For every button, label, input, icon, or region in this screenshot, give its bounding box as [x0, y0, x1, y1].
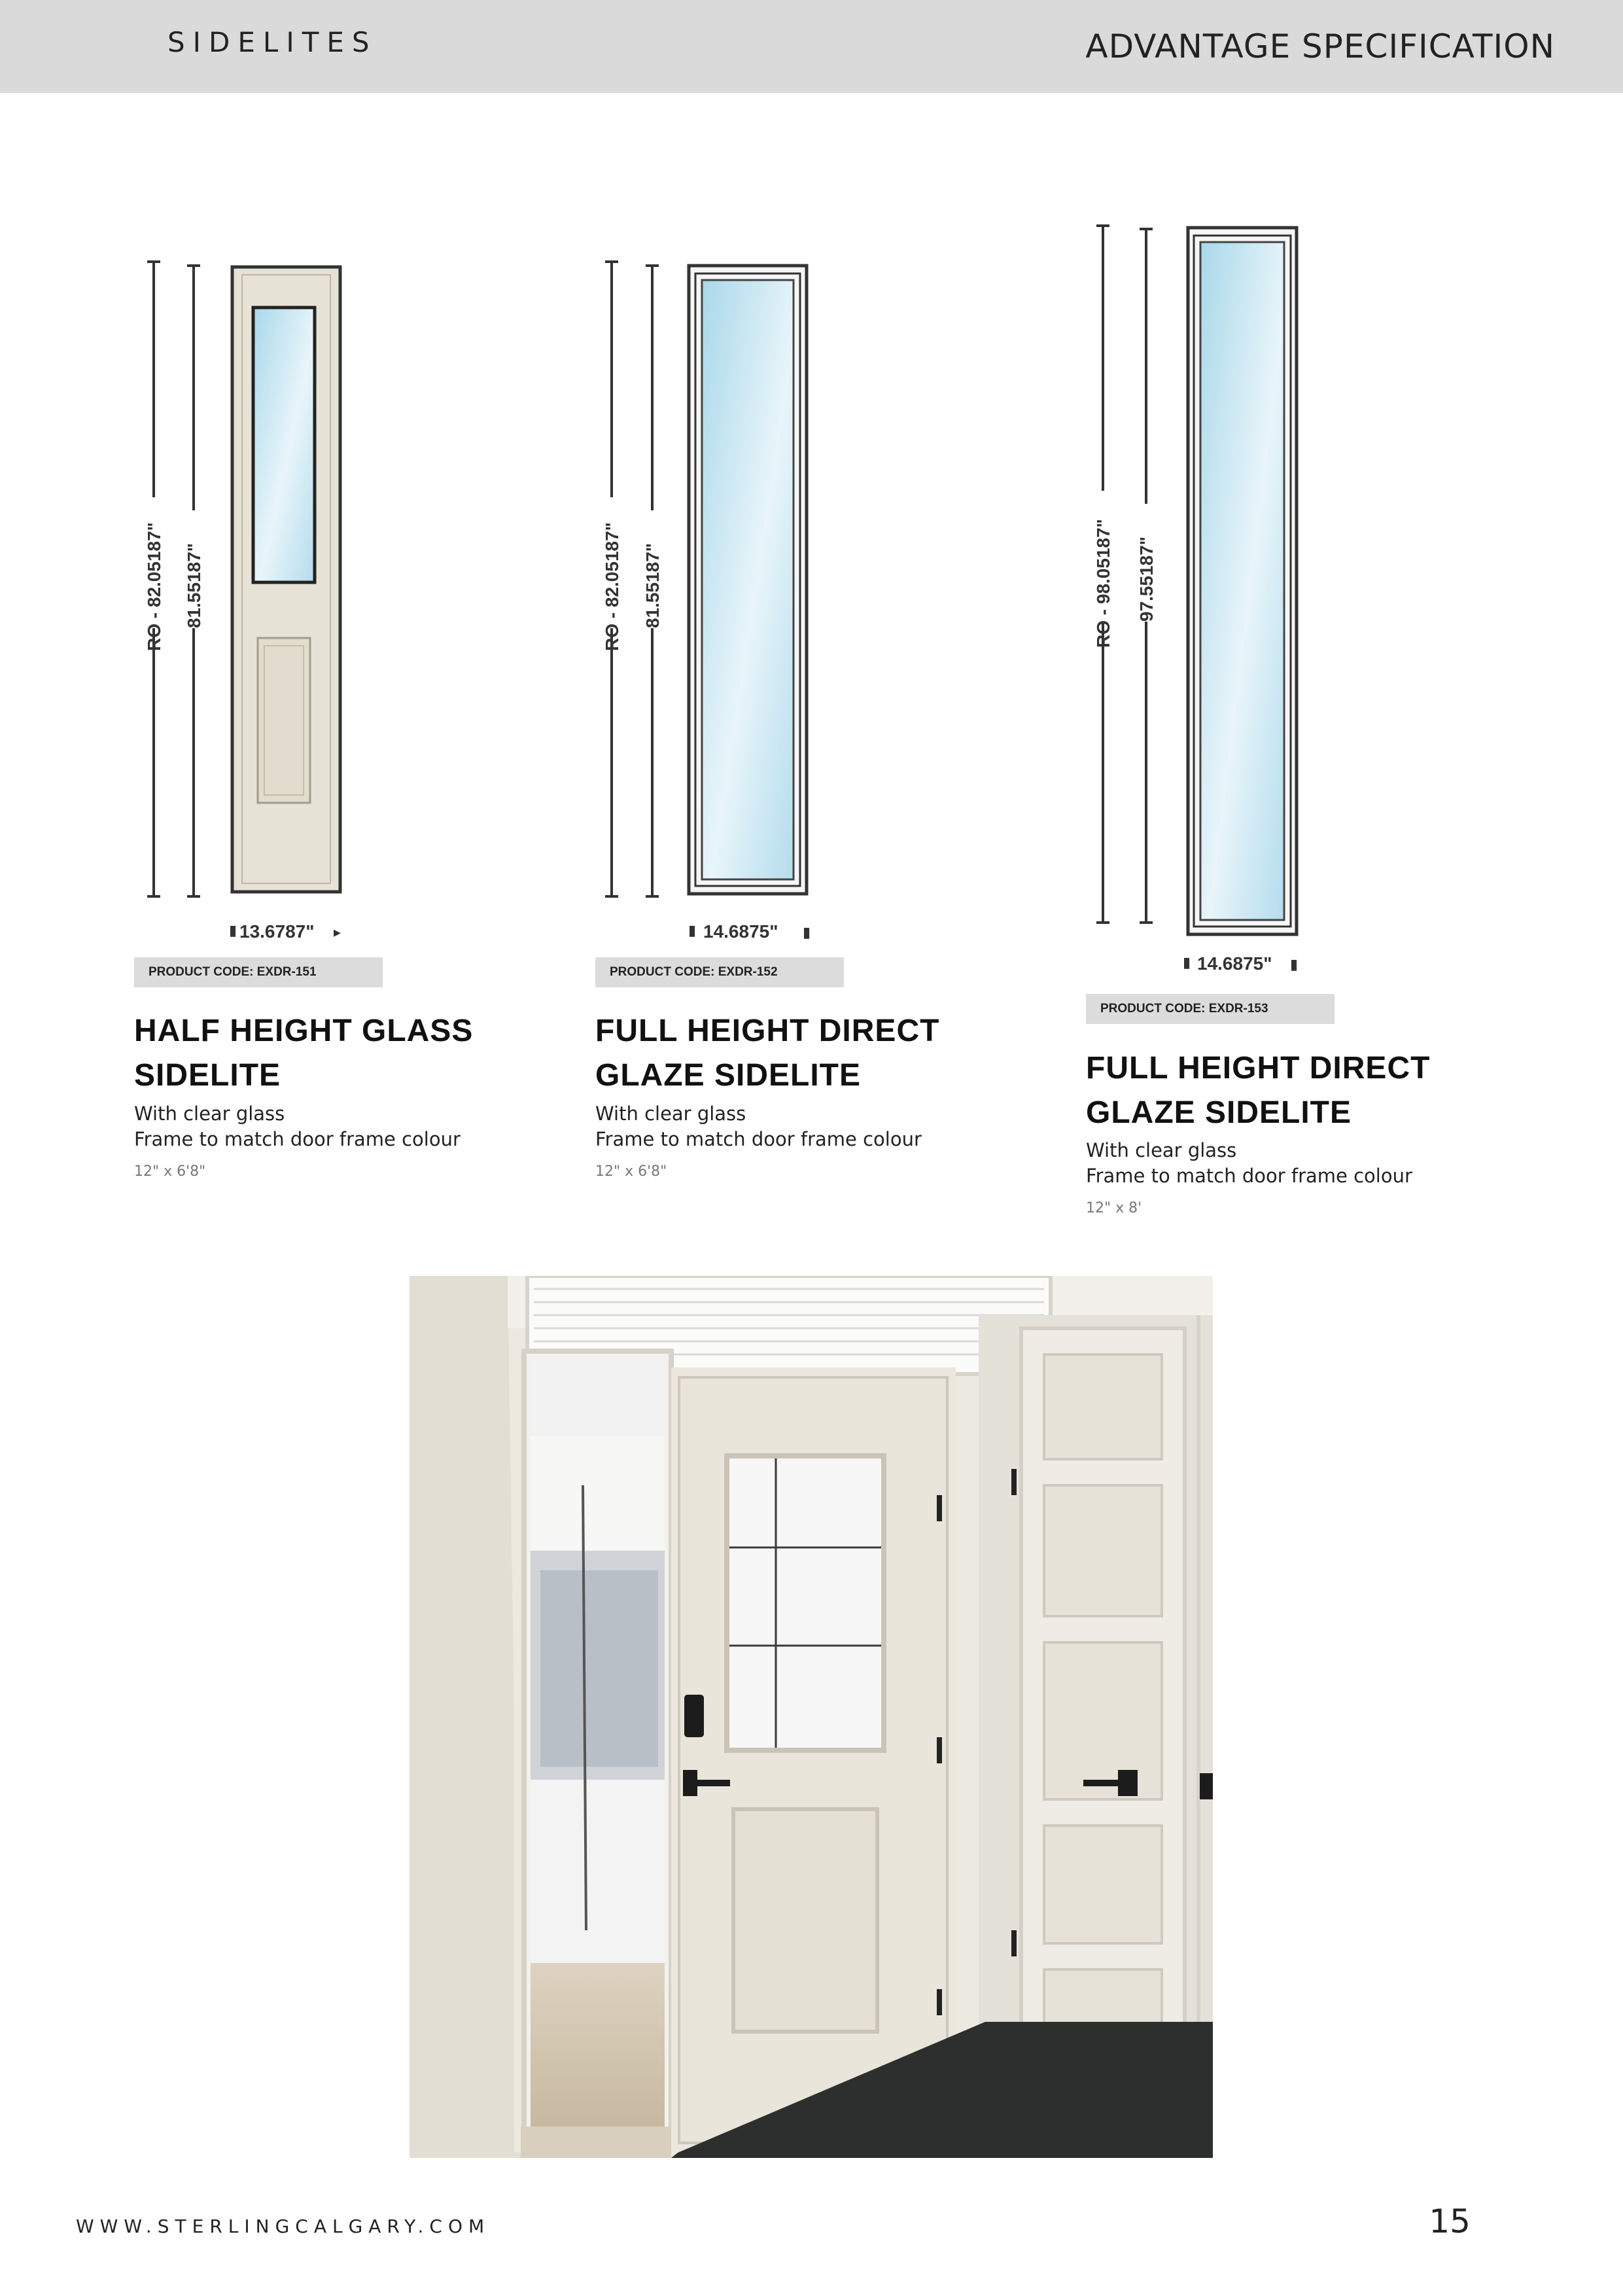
product-code-bar: PRODUCT CODE: EXDR-151: [134, 957, 383, 987]
footer-website-link[interactable]: WWW.STERLINGCALGARY.COM: [76, 2216, 491, 2237]
dimension-width-label: 13.6787": [239, 921, 315, 942]
document-title: ADVANTAGE SPECIFICATION: [1085, 27, 1555, 65]
dimension-width-label: 14.6875": [703, 921, 778, 942]
product-code-bar: PRODUCT CODE: EXDR-152: [595, 957, 844, 987]
product-title-line: FULL HEIGHT DIRECT: [595, 1014, 940, 1048]
product-title-line: HALF HEIGHT GLASS: [134, 1014, 474, 1048]
entryway-illustration: [410, 1276, 1213, 2158]
svg-text:▮: ▮: [229, 923, 237, 939]
svg-text:▮: ▮: [1183, 955, 1191, 971]
dimension-height-label: 81.55187": [642, 542, 663, 628]
dimension-height-label: 97.55187": [1136, 536, 1157, 622]
product-description: [134, 1101, 461, 1152]
sidelite-drawing-exdr-151: [131, 255, 379, 949]
product-description-line: Frame to match door frame colour: [134, 1128, 461, 1150]
product-description-line: With clear glass: [1086, 1139, 1237, 1161]
dimension-ro-label: RO - 98.05187": [1093, 519, 1113, 648]
product-title: [1086, 1046, 1430, 1135]
dimension-width-label: 14.6875": [1197, 953, 1272, 974]
entryway-photo: [410, 1276, 1213, 2158]
sidelite-drawing-exdr-153: [1079, 216, 1328, 981]
product-description: [1086, 1138, 1412, 1189]
product-title-line: SIDELITE: [134, 1058, 281, 1093]
product-title-line: GLAZE SIDELITE: [595, 1058, 862, 1093]
page-number: 15: [1429, 2202, 1471, 2240]
product-description-line: With clear glass: [134, 1103, 285, 1125]
product-description-line: Frame to match door frame colour: [1086, 1165, 1412, 1187]
svg-text:▸: ▸: [334, 925, 341, 941]
product-code-bar: PRODUCT CODE: EXDR-153: [1086, 994, 1335, 1024]
svg-text:▮: ▮: [688, 923, 697, 939]
product-title: [134, 1009, 473, 1098]
dimension-height-label: 81.55187": [184, 542, 204, 628]
product-description: [595, 1101, 922, 1152]
svg-text:▮: ▮: [803, 925, 811, 941]
product-title: [595, 1009, 939, 1098]
sidelite-drawing-exdr-152: [592, 255, 841, 949]
product-size: 12" x 6'8": [595, 1163, 667, 1180]
product-title-line: GLAZE SIDELITE: [1086, 1095, 1352, 1130]
product-title-line: FULL HEIGHT DIRECT: [1086, 1051, 1431, 1086]
page-header: [0, 0, 1623, 93]
dimension-ro-label: RO - 82.05187": [144, 522, 164, 651]
dimension-ro-label: RO - 82.05187": [602, 522, 622, 651]
section-title: SIDELITES: [167, 26, 377, 58]
product-description-line: With clear glass: [595, 1103, 746, 1125]
product-description-line: Frame to match door frame colour: [595, 1128, 922, 1150]
product-size: 12" x 6'8": [134, 1163, 206, 1180]
product-size: 12" x 8': [1086, 1200, 1142, 1216]
svg-text:▮: ▮: [1290, 957, 1299, 973]
